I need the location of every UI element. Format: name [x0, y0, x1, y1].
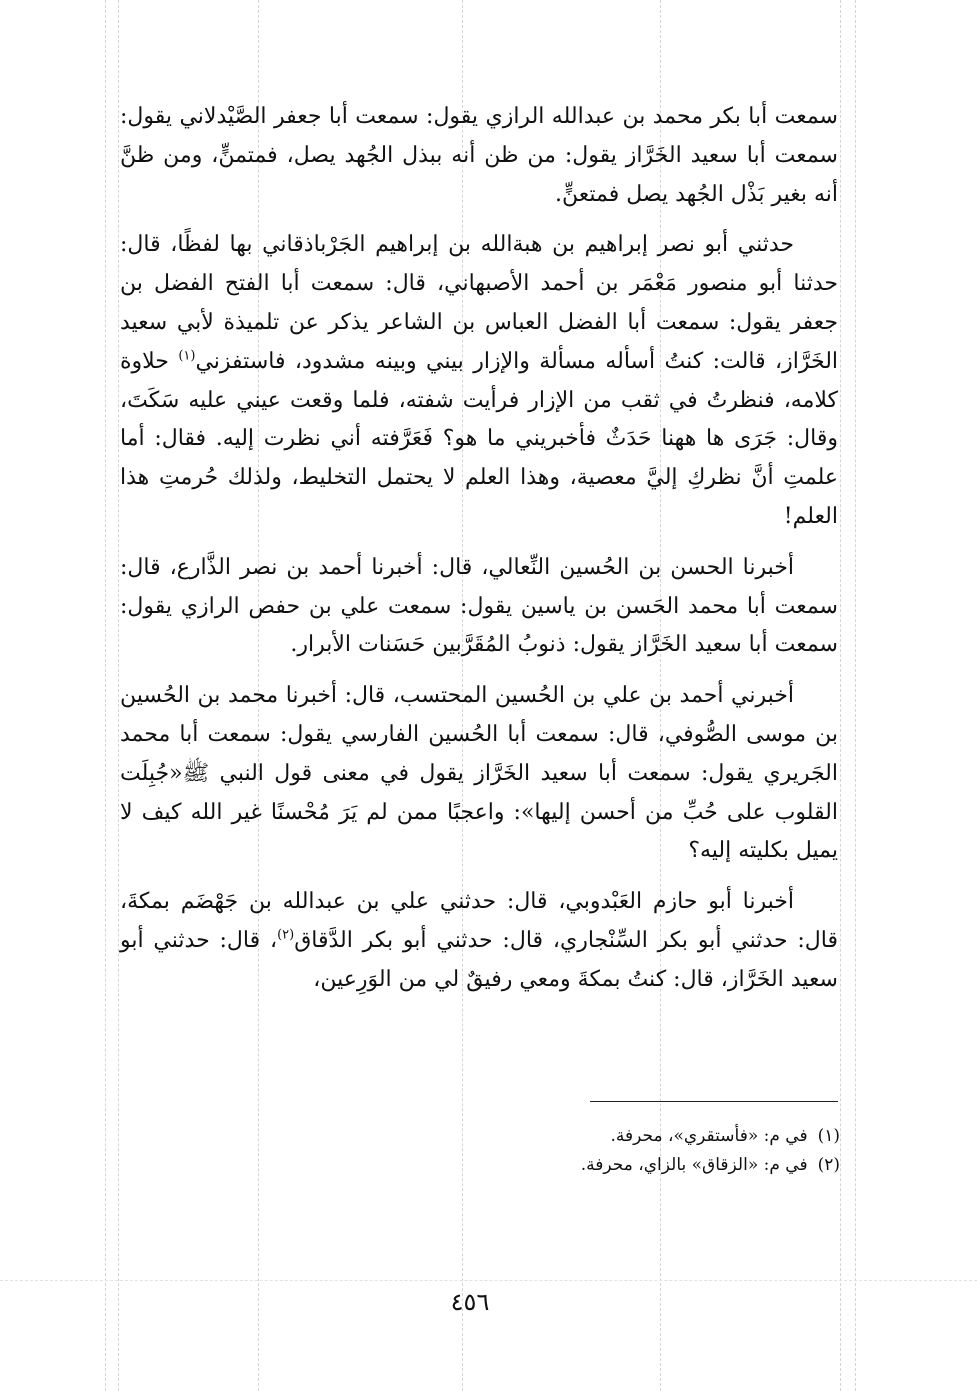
- footnote-2: [400, 1151, 840, 1180]
- guide-line: [105, 0, 106, 1391]
- footnotes: [400, 1122, 840, 1180]
- paragraph-5-text-start: أخبرنا أبو حازم العَبْدوبي، قال: حدثني علي بن عبدالله بن جَهْضَم بمكةَ، قال: حدثني أبو بكر السِّنْجاري، قال: حدثني أبو بكر الدَّقاق: [120, 889, 838, 953]
- paragraph-4: أخبرني أحمد بن علي بن الحُسين المحتسب، قال: أخبرنا محمد بن الحُسين بن موسى الصُّوفي، قال: سمعت أبا الحُسين الفارسي يقول: سمعت أبا محمد الجَريري يقول: سمعت أبا سعيد الخَرَّاز يقول في معنى قول النبي ﷺ«جُبِلَت القلوب على حُبِّ من أحسن إليها»: واعجبًا ممن لم يَرَ مُحْسنًا غير الله كيف لا يميل بكليته إليه؟: [120, 683, 838, 864]
- guide-line: [840, 0, 841, 1391]
- paragraph-5-text-end: ، قال: حدثني أبو سعيد الخَرَّاز، قال: كنتُ بمكةَ ومعي رفيقٌ لي من الوَرِعين،: [120, 927, 838, 992]
- guide-line: [855, 0, 856, 1391]
- paragraph-1: سمعت أبا بكر محمد بن عبدالله الرازي يقول: سمعت أبا جعفر الصَّيْدلاني يقول: سمعت أبا سعيد الخَرَّاز يقول: من ظن أنه ببذل الجُهد يصل، فمتمنٍّ، ومن ظنَّ أنه بغير بَذْل الجُهد يصل فمتعنٍّ.: [120, 104, 838, 207]
- page-number: ٤٥٦: [450, 1288, 490, 1316]
- paragraph-2-text-start: حدثني أبو نصر إبراهيم بن هبةالله بن إبراهيم الجَرْباذقاني بها لفظًا، قال: حدثنا أبو منصور مَعْمَر بن أحمد الأصبهاني، قال: سمعت أبا الفتح الفضل بن جعفر يقول: سمعت أبا الفضل العباس بن الشاعر يذكر عن تلميذة لأبي سعيد الخَرَّاز، قالت: كنتُ أسأله مسألة والإزار بيني وبينه مشدود، فاستفزني: [120, 232, 839, 374]
- footnote-1: [400, 1122, 840, 1151]
- guide-line: [118, 0, 119, 1391]
- paragraph-5: [120, 883, 838, 999]
- paragraph-2: [120, 226, 838, 536]
- footnote-marker: (١): [817, 1126, 840, 1146]
- footnote-separator: [590, 1101, 838, 1102]
- footnote-reference-2: (٢): [277, 927, 295, 943]
- main-text: [120, 98, 838, 1012]
- footnote-text: في م: «الزقاق» بالزاي، محرفة.: [580, 1155, 808, 1175]
- footnote-text: في م: «فأستقري»، محرفة.: [610, 1126, 808, 1146]
- paragraph-3: أخبرنا الحسن بن الحُسين النِّعالي، قال: أخبرنا أحمد بن نصر الذَّارع، قال: سمعت أبا محمد الحَسن بن ياسين يقول: سمعت علي بن حفص الرازي يقول: سمعت أبا سعيد الخَرَّاز يقول: ذنوبُ المُقَرَّبين حَسَنات الأبرار.: [120, 554, 838, 658]
- footnote-reference-1: (١): [178, 348, 196, 364]
- guide-line: [0, 1280, 977, 1281]
- paragraph-2-text-end: حلاوة كلامه، فنظرتُ في ثقب من الإزار فرأيت شفته، فلما وقعت عيني عليه سَكَتَ، وقال: جَرَى ها ههنا حَدَثٌ فأخبريني ما هو؟ فَعَرَّفته أني نظرت إليه. فقال: أما علمتِ أنَّ نظركِ إليَّ معصية، وهذا العلم لا يحتمل التخليط، ولذلك حُرمتِ هذا العلم!: [120, 348, 838, 529]
- footnote-marker: (٢): [817, 1155, 840, 1175]
